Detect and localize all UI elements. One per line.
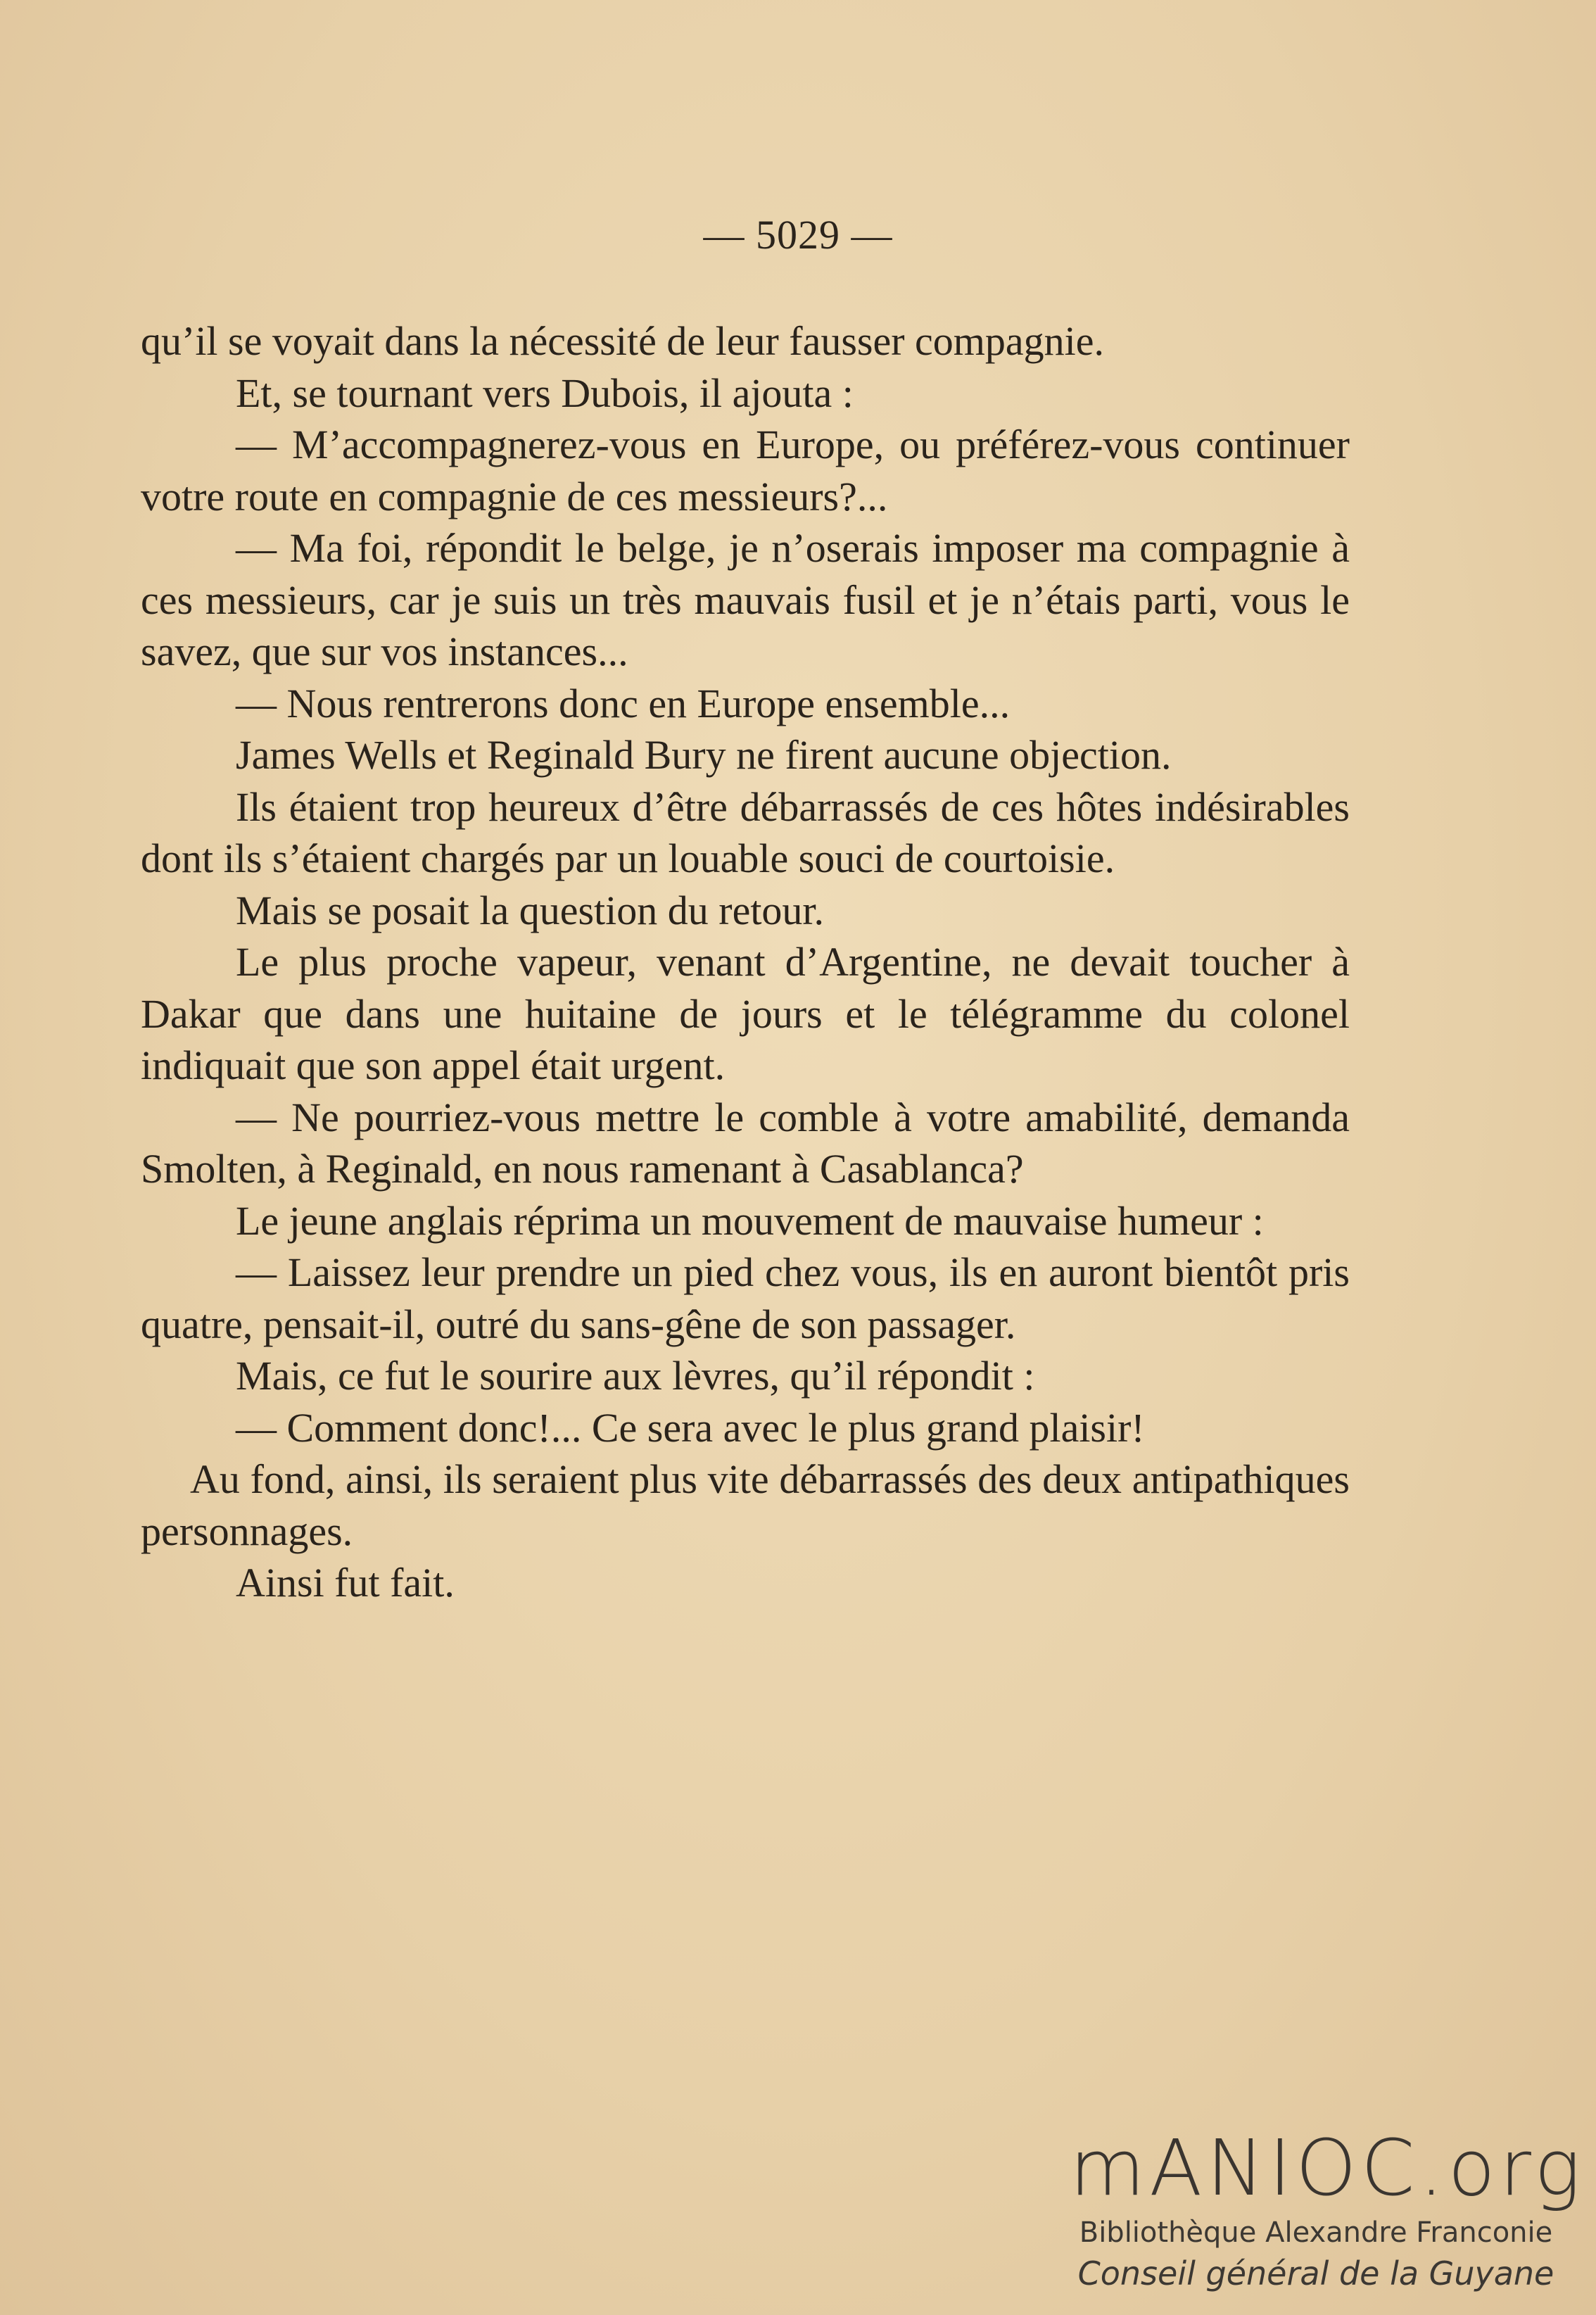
manioc-watermark (1070, 2123, 1585, 2295)
paragraph: qu’il se voyait dans la nécessité de leur fausser compagnie. (141, 318, 1104, 364)
body-text (141, 315, 1350, 1609)
paragraph: — Nous rentrerons donc en Europe ensemble... (236, 680, 1011, 726)
paragraph: Ainsi fut fait. (236, 1560, 455, 1606)
paragraph: Et, se tournant vers Dubois, il ajouta : (236, 370, 854, 416)
paragraph: — M’accompagnerez-vous en Europe, ou préférez-vous continuer votre route en compagnie de ces messieurs?... (141, 422, 1350, 519)
paragraph: Mais, ce fut le sourire aux lèvres, qu’il répondit : (236, 1353, 1035, 1399)
paragraph: Le plus proche vapeur, venant d’Argentine, ne devait toucher à Dakar que dans une huitaine de jours et le télégramme du colonel indiquait que son appel était urgent. (141, 939, 1350, 1088)
paragraph: James Wells et Reginald Bury ne firent aucune objection. (236, 732, 1172, 778)
paragraph: Mais se posait la question du retour. (236, 887, 825, 933)
manioc-logo: mANIOC.org (1070, 2123, 1585, 2213)
paragraph: Le jeune anglais réprima un mouvement de mauvaise humeur : (236, 1197, 1264, 1244)
council-credit: Conseil général de la Guyane (1077, 2254, 1554, 2292)
paragraph: — Laissez leur prendre un pied chez vous, ils en auront bientôt pris quatre, pensait-il, outré du sans-gêne de son passager. (141, 1249, 1350, 1347)
paragraph: Au fond, ainsi, ils seraient plus vite débarrassés des deux antipathiques personnages. (141, 1456, 1350, 1554)
paragraph: — Comment donc!... Ce sera avec le plus grand plaisir! (236, 1404, 1145, 1451)
paragraph: Ils étaient trop heureux d’être débarrassés de ces hôtes indésirables dont ils s’étaient chargés par un louable souci de courtoisie. (141, 783, 1350, 881)
page-number: — 5029 — (703, 212, 893, 258)
paragraph: — Ne pourriez-vous mettre le comble à votre amabilité, demanda Smolten, à Reginald, en nous ramenant à Casablanca? (141, 1094, 1350, 1192)
library-credit: Bibliothèque Alexandre Franconie (1079, 2216, 1553, 2249)
paragraph: — Ma foi, répondit le belge, je n’oserais imposer ma compagnie à ces messieurs, car je suis un très mauvais fusil et je n’étais parti, vous le savez, que sur vos instances... (141, 525, 1350, 674)
